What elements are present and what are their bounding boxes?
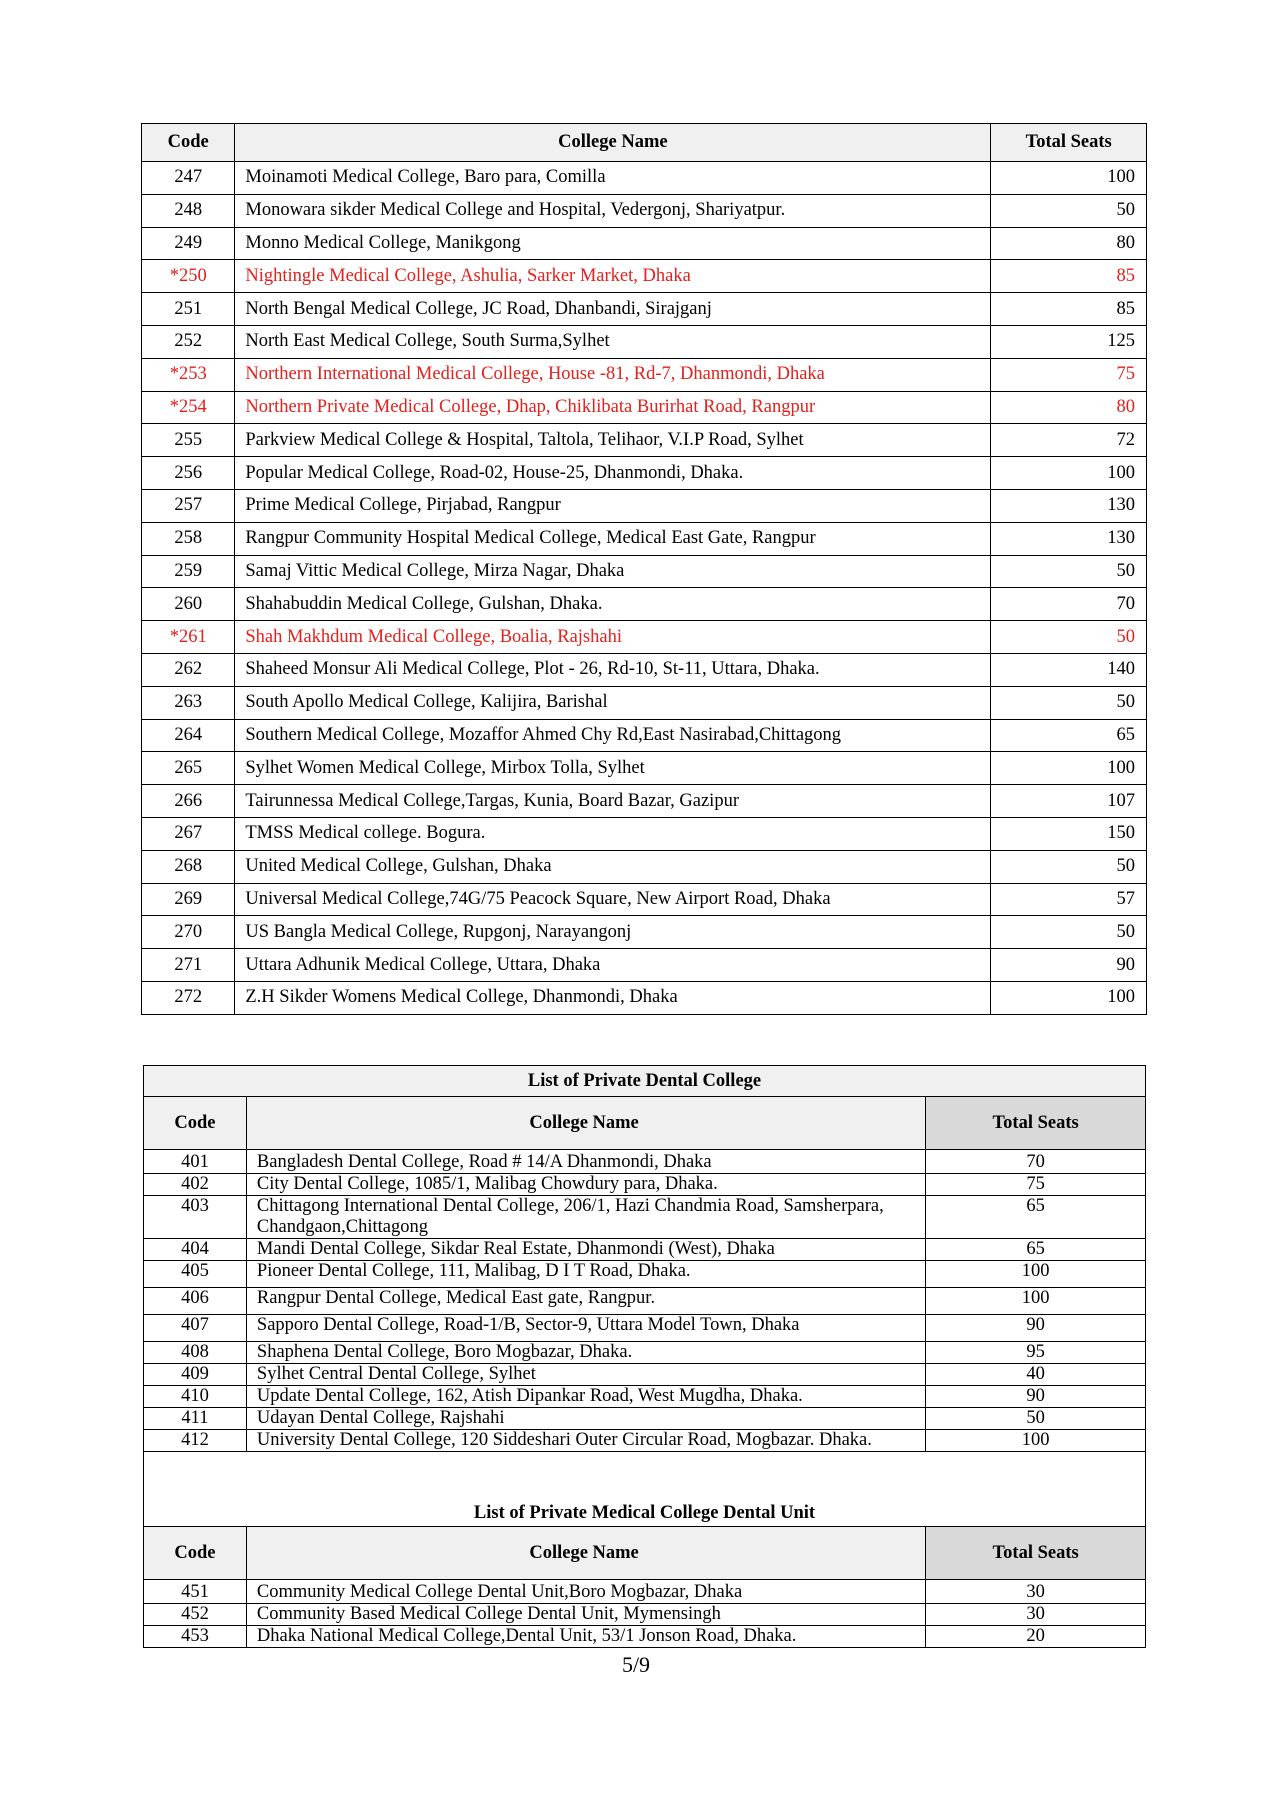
college-code: 404 [144,1239,247,1261]
table-row [142,686,1147,719]
college-code: 259 [142,555,235,588]
college-name: North East Medical College, South Surma,Sylhet [235,325,991,358]
college-name: Prime Medical College, Pirjabad, Rangpur [235,489,991,522]
college-name: Uttara Adhunik Medical College, Uttara, Dhaka [235,949,991,982]
college-code: 403 [144,1196,247,1239]
table-row [144,1261,1146,1288]
table-row [144,1430,1146,1452]
total-seats: 50 [991,621,1147,654]
dental-table-title-text: List of Private Dental College [144,1066,1146,1097]
college-code: *250 [142,260,235,293]
total-seats: 50 [991,555,1147,588]
table-row [142,555,1147,588]
total-seats: 65 [926,1196,1146,1239]
college-name-header: College Name [246,1097,925,1150]
total-seats: 100 [991,981,1147,1014]
college-code: 411 [144,1408,247,1430]
college-name: Samaj Vittic Medical College, Mirza Nagar, Dhaka [235,555,991,588]
total-seats: 65 [926,1239,1146,1261]
table-header-row [142,124,1147,162]
college-code: 412 [144,1430,247,1452]
table-row [142,522,1147,555]
dental-college-table [143,1065,1146,1648]
medical-college-table [141,123,1147,1015]
college-code: 258 [142,522,235,555]
table-row [142,391,1147,424]
college-code: 269 [142,883,235,916]
college-code: 409 [144,1364,247,1386]
college-name: Shaheed Monsur Ali Medical College, Plot - 26, Rd-10, St-11, Uttara, Dhaka. [235,653,991,686]
total-seats: 72 [991,424,1147,457]
college-name: Sylhet Women Medical College, Mirbox Tolla, Sylhet [235,752,991,785]
table-row [142,752,1147,785]
college-code: 266 [142,785,235,818]
college-code: 406 [144,1288,247,1315]
dental-unit-table-title-text: List of Private Medical College Dental Unit [144,1494,1146,1527]
college-code: 408 [144,1342,247,1364]
college-name: Shahabuddin Medical College, Gulshan, Dhaka. [235,588,991,621]
page-number: 5/9 [621,1652,651,1677]
code-header: Code [142,124,235,162]
table-row [142,916,1147,949]
total-seats: 130 [991,522,1147,555]
table-row [144,1315,1146,1342]
table-row [144,1626,1146,1648]
total-seats: 20 [926,1626,1146,1648]
total-seats: 90 [926,1315,1146,1342]
college-code: *254 [142,391,235,424]
college-name: Southern Medical College, Mozaffor Ahmed Chy Rd,East Nasirabad,Chittagong [235,719,991,752]
college-code: 272 [142,981,235,1014]
table-spacer [144,1452,1146,1495]
total-seats: 50 [926,1408,1146,1430]
total-seats: 150 [991,817,1147,850]
dental-college-rows [144,1066,1146,1648]
table-row [142,653,1147,686]
college-code: 451 [144,1580,247,1604]
college-code: 453 [144,1626,247,1648]
college-name: US Bangla Medical College, Rupgonj, Narayangonj [235,916,991,949]
total-seats: 50 [991,850,1147,883]
college-code: 270 [142,916,235,949]
total-seats: 50 [991,686,1147,719]
dental-table-header-row [144,1097,1146,1150]
dental-table-title [144,1066,1146,1097]
total-seats: 80 [991,391,1147,424]
college-code: 251 [142,293,235,326]
college-code: 264 [142,719,235,752]
total-seats: 57 [991,883,1147,916]
college-name: Monno Medical College, Manikgong [235,227,991,260]
total-seats: 107 [991,785,1147,818]
table-row [142,162,1147,195]
table-row [142,621,1147,654]
college-name: South Apollo Medical College, Kalijira, Barishal [235,686,991,719]
table-row [144,1174,1146,1196]
spacer-cell [144,1452,1146,1495]
table-row [142,719,1147,752]
college-code: 407 [144,1315,247,1342]
college-code: *253 [142,358,235,391]
college-name: North Bengal Medical College, JC Road, Dhanbandi, Sirajganj [235,293,991,326]
total-seats: 95 [926,1342,1146,1364]
total-seats: 100 [991,457,1147,490]
college-name: Moinamoti Medical College, Baro para, Comilla [235,162,991,195]
medical-college-rows [142,162,1147,1015]
college-code: 248 [142,194,235,227]
table-row [144,1386,1146,1408]
total-seats: 85 [991,260,1147,293]
total-seats: 90 [991,949,1147,982]
total-seats: 70 [926,1150,1146,1174]
table-row [142,194,1147,227]
table-row [142,424,1147,457]
total-seats: 125 [991,325,1147,358]
total-seats: 90 [926,1386,1146,1408]
college-name: Northern International Medical College, House -81, Rd-7, Dhanmondi, Dhaka [235,358,991,391]
table-row [142,227,1147,260]
college-code: *261 [142,621,235,654]
total-seats: 65 [991,719,1147,752]
college-code: 402 [144,1174,247,1196]
college-name: Nightingle Medical College, Ashulia, Sarker Market, Dhaka [235,260,991,293]
college-code: 267 [142,817,235,850]
college-name: Parkview Medical College & Hospital, Taltola, Telihaor, V.I.P Road, Sylhet [235,424,991,457]
table-row [144,1580,1146,1604]
college-name: Community Based Medical College Dental Unit, Mymensingh [246,1604,925,1626]
college-name: City Dental College, 1085/1, Malibag Chowdury para, Dhaka. [246,1174,925,1196]
table-row [142,358,1147,391]
total-seats: 100 [991,752,1147,785]
table-row [144,1150,1146,1174]
college-name: Universal Medical College,74G/75 Peacock Square, New Airport Road, Dhaka [235,883,991,916]
table-row [144,1604,1146,1626]
college-name-header: College Name [246,1527,925,1580]
college-code: 249 [142,227,235,260]
table-row [144,1239,1146,1261]
table-row [142,489,1147,522]
college-name-header: College Name [235,124,991,162]
college-code: 262 [142,653,235,686]
college-name: Rangpur Community Hospital Medical College, Medical East Gate, Rangpur [235,522,991,555]
total-seats: 75 [991,358,1147,391]
college-name: Monowara sikder Medical College and Hospital, Vedergonj, Shariyatpur. [235,194,991,227]
dental-unit-table-title [144,1494,1146,1527]
table-row [142,325,1147,358]
table-row [142,850,1147,883]
total-seats: 130 [991,489,1147,522]
college-code: 263 [142,686,235,719]
college-name: Shah Makhdum Medical College, Boalia, Rajshahi [235,621,991,654]
table-row [142,457,1147,490]
code-header: Code [144,1527,247,1580]
college-name: Northern Private Medical College, Dhap, Chiklibata Burirhat Road, Rangpur [235,391,991,424]
college-name: Chittagong International Dental College, 206/1, Hazi Chandmia Road, Samsherpara, Chandgaon,Chittagong [246,1196,925,1239]
table-row [142,981,1147,1014]
table-row [142,260,1147,293]
college-code: 256 [142,457,235,490]
total-seats: 80 [991,227,1147,260]
college-name: Popular Medical College, Road-02, House-25, Dhanmondi, Dhaka. [235,457,991,490]
total-seats: 100 [991,162,1147,195]
college-code: 265 [142,752,235,785]
table-row [142,588,1147,621]
total-seats: 100 [926,1288,1146,1315]
total-seats: 50 [991,916,1147,949]
total-seats: 140 [991,653,1147,686]
college-code: 247 [142,162,235,195]
college-code: 257 [142,489,235,522]
college-name: Sylhet Central Dental College, Sylhet [246,1364,925,1386]
dental-unit-header-row [144,1527,1146,1580]
college-code: 401 [144,1150,247,1174]
total-seats: 30 [926,1604,1146,1626]
table-row [142,883,1147,916]
table-row [142,817,1147,850]
college-name: United Medical College, Gulshan, Dhaka [235,850,991,883]
total-seats: 75 [926,1174,1146,1196]
total-seats: 50 [991,194,1147,227]
college-code: 255 [142,424,235,457]
college-code: 271 [142,949,235,982]
college-code: 260 [142,588,235,621]
total-seats: 100 [926,1430,1146,1452]
total-seats-header: Total Seats [926,1097,1146,1150]
college-name: Sapporo Dental College, Road-1/B, Sector-9, Uttara Model Town, Dhaka [246,1315,925,1342]
college-code: 410 [144,1386,247,1408]
total-seats: 40 [926,1364,1146,1386]
table-row [144,1288,1146,1315]
table-row [144,1408,1146,1430]
table-row [144,1196,1146,1239]
college-name: Update Dental College, 162, Atish Dipankar Road, West Mugdha, Dhaka. [246,1386,925,1408]
total-seats: 100 [926,1261,1146,1288]
total-seats-header: Total Seats [991,124,1147,162]
college-name: TMSS Medical college. Bogura. [235,817,991,850]
college-name: University Dental College, 120 Siddeshari Outer Circular Road, Mogbazar. Dhaka. [246,1430,925,1452]
total-seats: 85 [991,293,1147,326]
total-seats: 70 [991,588,1147,621]
code-header: Code [144,1097,247,1150]
college-name: Mandi Dental College, Sikdar Real Estate, Dhanmondi (West), Dhaka [246,1239,925,1261]
college-name: Shaphena Dental College, Boro Mogbazar, Dhaka. [246,1342,925,1364]
college-name: Bangladesh Dental College, Road # 14/A Dhanmondi, Dhaka [246,1150,925,1174]
college-name: Rangpur Dental College, Medical East gate, Rangpur. [246,1288,925,1315]
college-name: Z.H Sikder Womens Medical College, Dhanmondi, Dhaka [235,981,991,1014]
college-code: 252 [142,325,235,358]
college-name: Tairunnessa Medical College,Targas, Kunia, Board Bazar, Gazipur [235,785,991,818]
table-row [142,949,1147,982]
college-name: Pioneer Dental College, 111, Malibag, D I T Road, Dhaka. [246,1261,925,1288]
table-row [144,1364,1146,1386]
college-code: 405 [144,1261,247,1288]
college-name: Dhaka National Medical College,Dental Unit, 53/1 Jonson Road, Dhaka. [246,1626,925,1648]
college-name: Community Medical College Dental Unit,Boro Mogbazar, Dhaka [246,1580,925,1604]
total-seats: 30 [926,1580,1146,1604]
college-name: Udayan Dental College, Rajshahi [246,1408,925,1430]
college-code: 452 [144,1604,247,1626]
table-row [142,293,1147,326]
table-row [142,785,1147,818]
college-code: 268 [142,850,235,883]
table-row [144,1342,1146,1364]
total-seats-header: Total Seats [926,1527,1146,1580]
